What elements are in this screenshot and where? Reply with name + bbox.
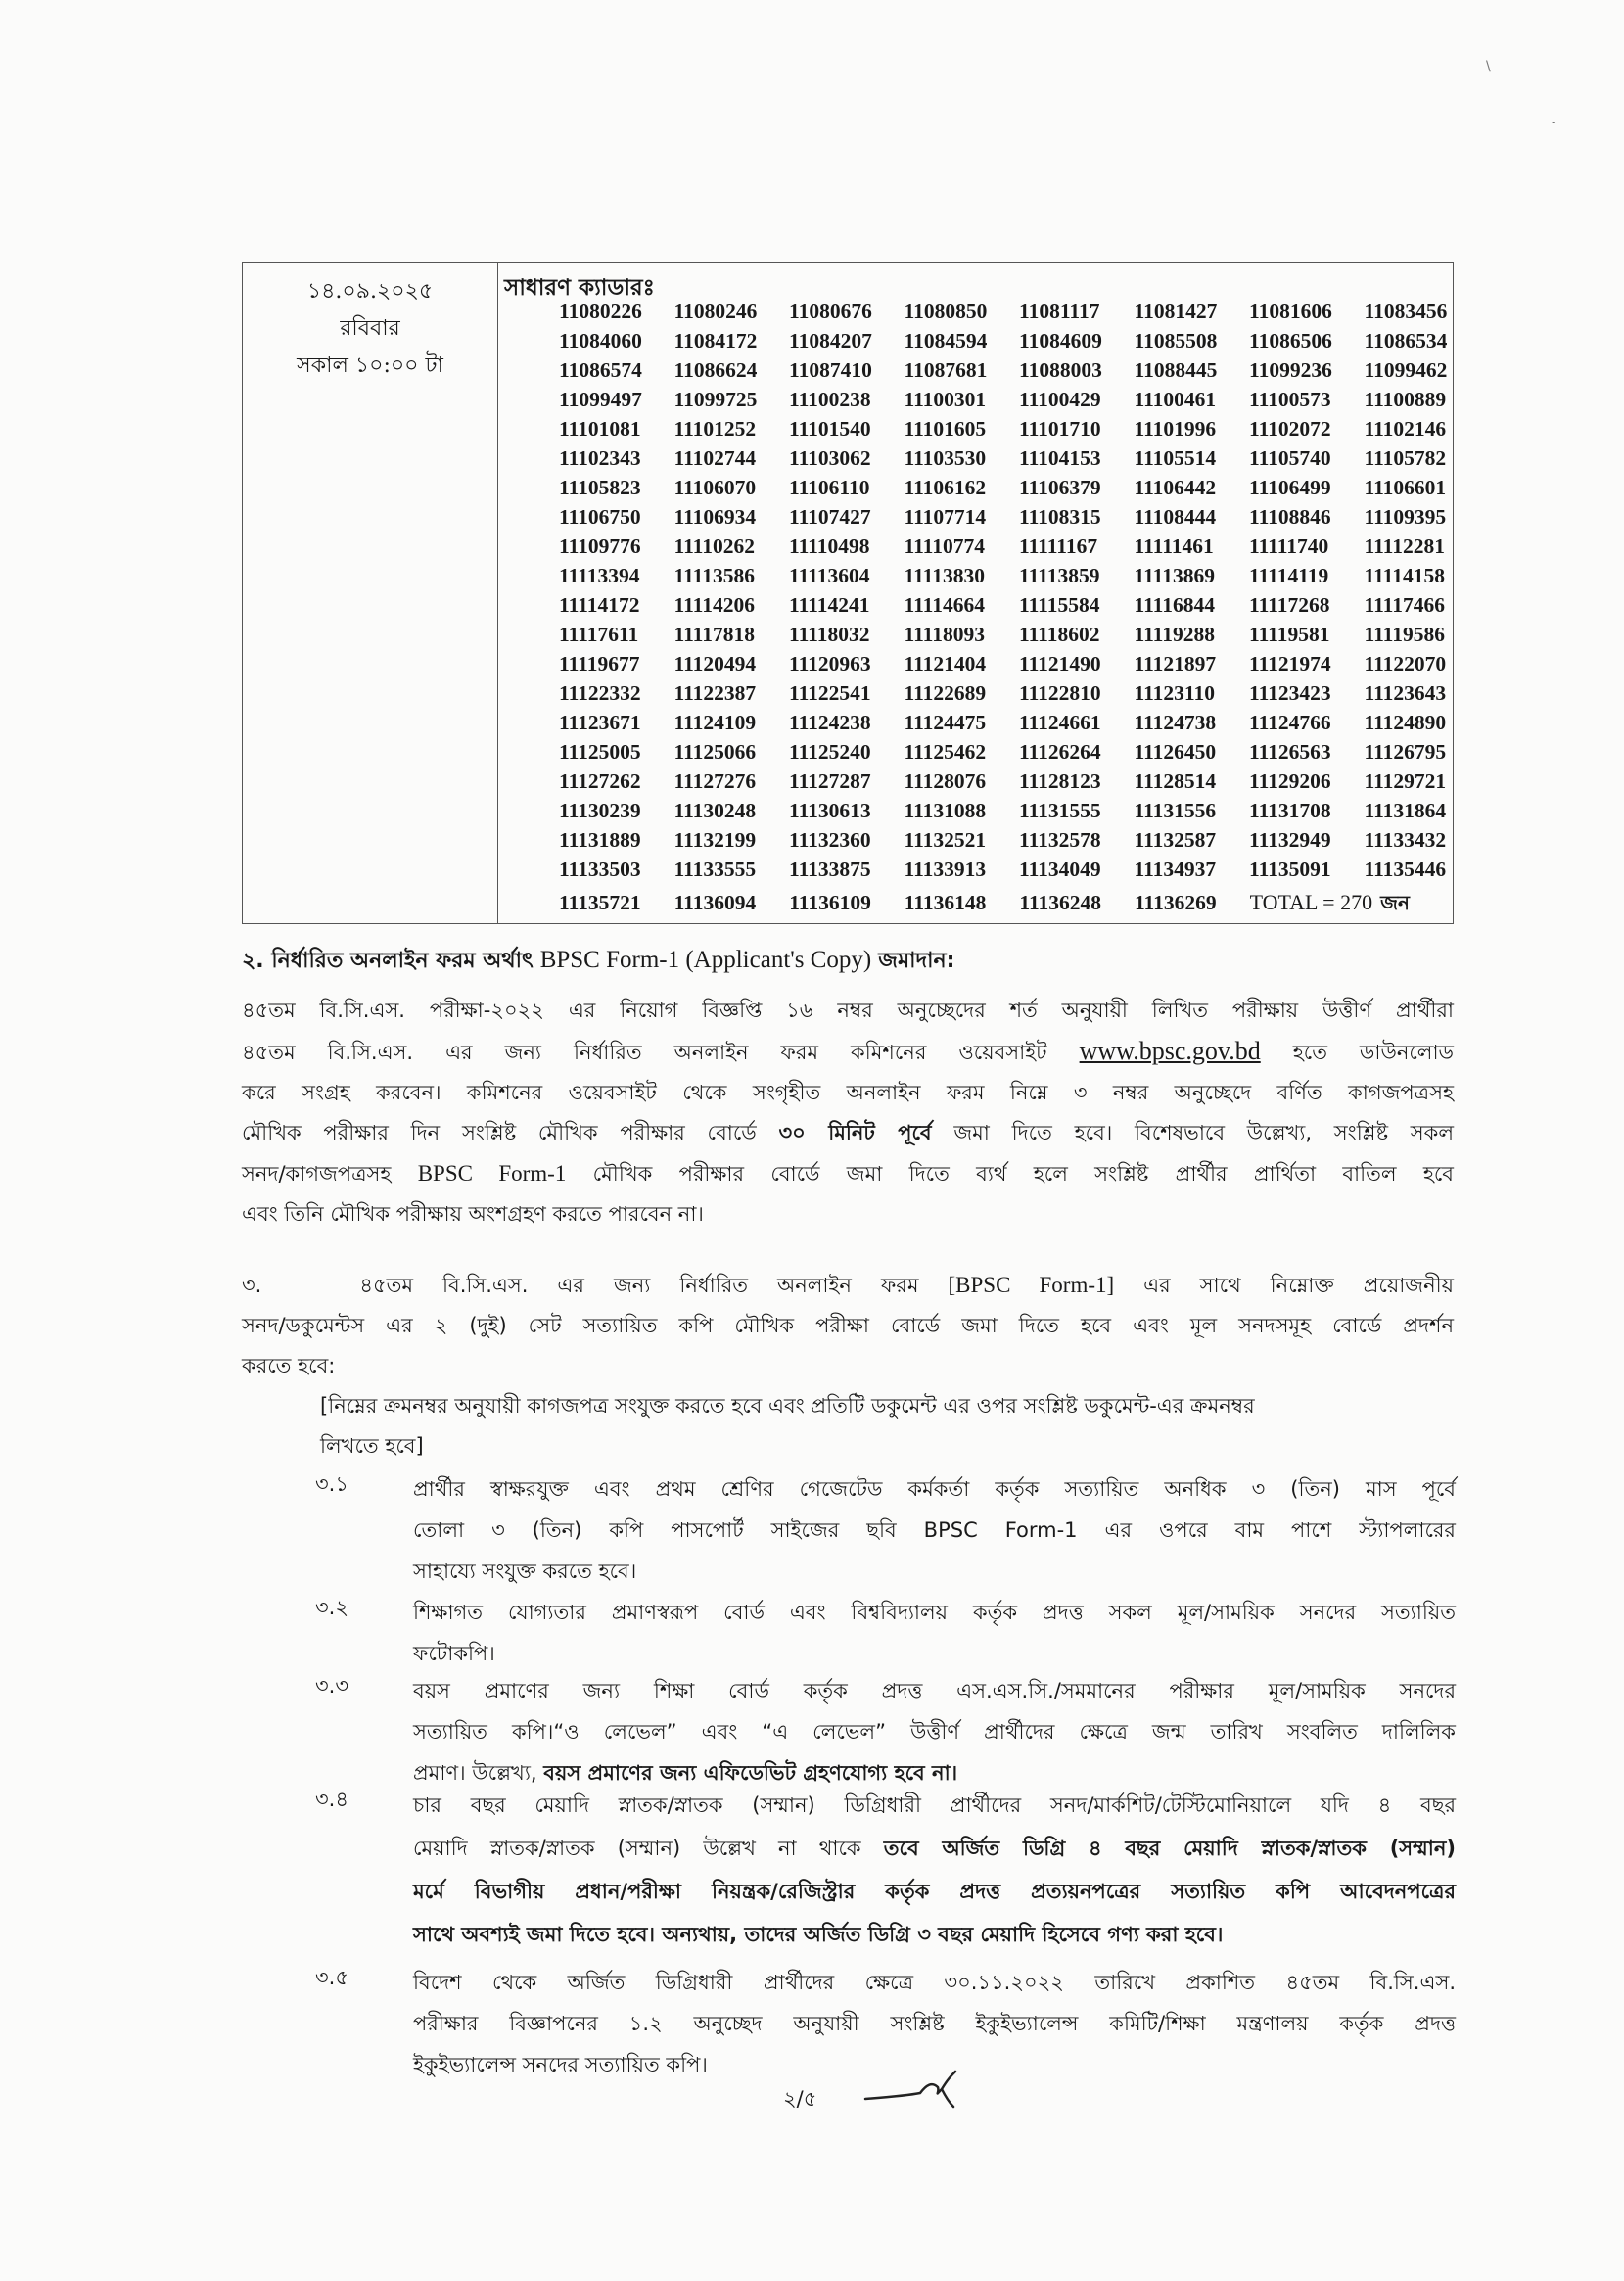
roll-number: 11086506 [1249, 329, 1332, 352]
roll-row [559, 297, 1479, 326]
roll-number: 11086624 [673, 358, 758, 382]
roll-number: 11084609 [1019, 329, 1102, 352]
roll-number: 11108315 [1019, 505, 1101, 529]
roll-number: 11086574 [559, 358, 642, 382]
roll-row [559, 649, 1479, 678]
roll-number: 11122810 [1019, 681, 1101, 705]
roll-row [559, 708, 1479, 737]
roll-number: 11100889 [1364, 388, 1447, 411]
roll-row [559, 678, 1479, 708]
roll-number: 11113604 [789, 564, 870, 587]
roll-number: 11084207 [789, 329, 872, 352]
section3-text: এর সাথে নিম্নোক্ত প্রয়োজনীয় [1143, 1274, 1455, 1297]
roll-number: 11111740 [1249, 535, 1329, 558]
roll-number: 11122689 [904, 681, 987, 705]
roll-number: 11128076 [904, 769, 987, 793]
item-text [413, 1670, 1456, 1793]
roll-number: 11121974 [1249, 652, 1331, 675]
item-number: ৩.২ [315, 1596, 348, 1619]
roll-number: 11117818 [673, 623, 755, 646]
roll-number: 11124475 [904, 711, 987, 734]
roll-number: 11109776 [559, 535, 641, 558]
roll-number: 11132521 [904, 828, 987, 852]
roll-number: 11132587 [1134, 828, 1217, 852]
roll-number: 11133555 [673, 858, 757, 881]
total-count [1250, 888, 1410, 917]
section3-note-line: [নিম্নের ক্রমনম্বর অনুযায়ী কাগজপত্র সংযুক্ত করতে হবে এবং প্রতিটি ডকুমেন্ট এর ওপর সংশ্লিষ্ট ডকুমেন্ট-এর ক্রমনম্বর [320, 1394, 1255, 1418]
roll-number: 11122541 [789, 681, 871, 705]
section2-heading-prefix: ২. নির্ধারিত অনলাইন ফরম অর্থাৎ [242, 949, 534, 973]
section2-heading-form: BPSC Form-1 (Applicant's Copy) [539, 947, 872, 973]
roll-row [559, 620, 1479, 649]
roll-number: 11136094 [673, 891, 757, 914]
roll-number: 11123423 [1249, 681, 1331, 705]
roll-number: 11124766 [1249, 711, 1331, 734]
roll-number: 11124890 [1364, 711, 1447, 734]
scan-speck: \ [1486, 59, 1491, 74]
roll-number: 11101605 [904, 417, 987, 441]
section3-text: ৪৫তম বি.সি.এস. এর জন্য নির্ধারিত অনলাইন ফরম [359, 1274, 919, 1297]
roll-number: 11123110 [1134, 681, 1215, 705]
section2-line [242, 1113, 1454, 1153]
roll-number: 11127276 [673, 769, 757, 793]
item-line: বয়স প্রমাণের জন্য শিক্ষা বোর্ড কর্তৃক প্রদত্ত এস.এস.সি./সমমানের পরীক্ষার মূল/সাময়িক সনদের [413, 1679, 1456, 1702]
roll-number: 11120494 [673, 652, 757, 675]
roll-number-table [242, 262, 1454, 924]
section2-text: মৌখিক পরীক্ষার দিন সংশ্লিষ্ট মৌখিক পরীক্ষার বোর্ডে [242, 1121, 757, 1144]
roll-row [559, 737, 1479, 767]
roll-number: 11113859 [1019, 564, 1100, 587]
roll-number: 11105823 [559, 476, 641, 499]
roll-number: 11087681 [904, 358, 988, 382]
roll-number: 11100461 [1134, 388, 1217, 411]
roll-number: 11080676 [789, 300, 872, 323]
roll-number: 11131088 [904, 799, 987, 822]
section2-line: করে সংগ্রহ করবেন। কমিশনের ওয়েবসাইট থেকে সংগৃহীত অনলাইন ফরম নিম্নে ৩ নম্বর অনুচ্ছেদে বর্ণিত কাগজপত্রসহ [242, 1081, 1454, 1104]
roll-number: 11128123 [1019, 769, 1101, 793]
roll-number: 11081117 [1019, 300, 1100, 323]
item-line: বিদেশ থেকে অর্জিত ডিগ্রিধারী প্রার্থীদের ক্ষেত্রে ৩০.১১.২০২২ তারিখে প্রকাশিত ৪৫তম বি.সি.এস. [413, 1971, 1456, 1994]
roll-number: 11084594 [904, 329, 988, 352]
exam-date: ১৪.০৯.২০২৫ [306, 279, 434, 303]
section2-line: ৪৫তম বি.সি.এস. পরীক্ষা-২০২২ এর নিয়োগ বিজ্ঞপ্তি ১৬ নম্বর অনুচ্ছেদের শর্ত অনুযায়ী লিখিত পরীক্ষায় উত্তীর্ণ প্রার্থীরা [242, 999, 1454, 1022]
roll-row [559, 326, 1479, 355]
item-line: সাহায্যে সংযুক্ত করতে হবে। [413, 1559, 637, 1583]
roll-number: 11126795 [1364, 740, 1447, 764]
roll-number: 11110498 [789, 535, 870, 558]
roll-number: 11114119 [1249, 564, 1329, 587]
roll-number: 11136248 [1019, 891, 1102, 914]
item-line: শিক্ষাগত যোগ্যতার প্রমাণস্বরূপ বোর্ড এবং বিশ্ববিদ্যালয় কর্তৃক প্রদত্ত সকল মূল/সাময়িক সনদের সত্যায়িত [413, 1601, 1456, 1624]
roll-row [559, 590, 1479, 620]
roll-number: 11131864 [1364, 799, 1447, 822]
roll-number: 11117466 [1364, 593, 1445, 617]
section2-deadline: ৩০ মিনিট পূর্বে [778, 1121, 932, 1144]
roll-number: 11136269 [1134, 891, 1217, 914]
roll-number: 11119586 [1364, 623, 1445, 646]
exam-date-cell [243, 263, 498, 923]
section3-line: সনদ/ডকুমেন্টস এর ২ (দুই) সেট সত্যায়িত কপি মৌখিক পরীক্ষা বোর্ডে জমা দিতে হবে এবং মূল সনদসমূহ বোর্ডে প্রদর্শন [242, 1314, 1454, 1337]
roll-row [559, 385, 1479, 414]
roll-number: 11108444 [1134, 505, 1217, 529]
item-number: ৩.৩ [315, 1674, 348, 1698]
item-text [413, 1592, 1456, 1674]
roll-number: 11106499 [1249, 476, 1331, 499]
roll-number: 11133503 [559, 858, 641, 881]
roll-number: 11110774 [904, 535, 985, 558]
roll-row [559, 796, 1479, 825]
roll-number: 11125462 [904, 740, 987, 764]
roll-number: 11100573 [1249, 388, 1331, 411]
roll-number: 11108846 [1249, 505, 1331, 529]
item-line: চার বছর মেয়াদি স্নাতক/স্নাতক (সম্মান) ডিগ্রিধারী প্রার্থীদের সনদ/মার্কশিট/টেস্টিমোনিয়ালে যদি ৪ বছর [413, 1793, 1456, 1817]
roll-row [559, 502, 1479, 532]
roll-number: 11130239 [559, 799, 641, 822]
roll-number: 11102072 [1249, 417, 1331, 441]
roll-number: 11122070 [1364, 652, 1447, 675]
roll-number: 11132949 [1249, 828, 1331, 852]
roll-number: 11088003 [1019, 358, 1102, 382]
page-number: ২/৫ [783, 2087, 817, 2111]
roll-number: 11128514 [1134, 769, 1217, 793]
roll-list-cell [498, 263, 1453, 923]
roll-number: 11099497 [559, 388, 642, 411]
roll-number: 11136148 [904, 891, 987, 914]
roll-number: 11117268 [1249, 593, 1330, 617]
roll-row [559, 443, 1479, 473]
roll-number: 11081427 [1134, 300, 1218, 323]
roll-number: 11118602 [1019, 623, 1100, 646]
roll-number: 11102343 [559, 446, 641, 470]
roll-number: 11088445 [1134, 358, 1218, 382]
roll-number: 11131708 [1249, 799, 1331, 822]
roll-number: 11100238 [789, 388, 871, 411]
section3-line: করতে হবে: [242, 1354, 336, 1377]
roll-number: 11102744 [673, 446, 757, 470]
roll-number: 11080850 [904, 300, 988, 323]
item-number: ৩.৫ [315, 1966, 348, 1989]
roll-row [559, 355, 1479, 385]
roll-number: 11126450 [1134, 740, 1217, 764]
section3-form-name: [BPSC Form-1] [948, 1273, 1115, 1297]
roll-number: 11080246 [673, 300, 758, 323]
roll-number: 11119288 [1134, 623, 1215, 646]
roll-number: 11122332 [559, 681, 641, 705]
roll-number: 11133875 [789, 858, 871, 881]
roll-number: 11126563 [1249, 740, 1331, 764]
roll-rows [559, 297, 1479, 917]
exam-time: সকাল ১০:০০ টা [297, 353, 443, 378]
section2-text: মৌখিক পরীক্ষার বোর্ডে জমা দিতে ব্যর্থ হলে সংশ্লিষ্ট প্রার্থীর প্রার্থিতা বাতিল হবে [592, 1162, 1454, 1186]
total-unit: জন [1380, 891, 1410, 914]
section3-number: ৩. [242, 1274, 262, 1297]
roll-row [559, 855, 1479, 884]
roll-row [559, 532, 1479, 561]
roll-number: 11124238 [789, 711, 871, 734]
section2-line [242, 1153, 1454, 1194]
roll-number: 11131889 [559, 828, 641, 852]
roll-number: 11115584 [1019, 593, 1100, 617]
roll-number: 11100429 [1019, 388, 1101, 411]
exam-day: রবিবার [340, 316, 400, 341]
roll-number: 11131555 [1019, 799, 1101, 822]
roll-number: 11103530 [904, 446, 987, 470]
roll-number: 11132360 [789, 828, 871, 852]
roll-number: 11127262 [559, 769, 641, 793]
item-line: মর্মে বিভাগীয় প্রধান/পরীক্ষা নিয়ন্ত্রক/রেজিস্ট্রার কর্তৃক প্রদত্ত প্রত্যয়নপত্রের সত্যায়িত কপি আবেদনপত্রের [413, 1880, 1456, 1903]
roll-number: 11099236 [1249, 358, 1332, 382]
roll-number: 11136109 [789, 891, 871, 914]
item-line: ফটোকপি। [413, 1642, 495, 1665]
roll-number: 11106379 [1019, 476, 1101, 499]
roll-number: 11125066 [673, 740, 757, 764]
roll-number: 11109395 [1364, 505, 1447, 529]
total-label: TOTAL = 270 [1249, 890, 1373, 914]
roll-number: 11105740 [1249, 446, 1331, 470]
roll-number: 11121404 [904, 652, 987, 675]
roll-number: 11129721 [1364, 769, 1447, 793]
item-line: পরীক্ষার বিজ্ঞাপনের ১.২ অনুচ্ছেদ অনুযায়ী সংশ্লিষ্ট ইকুইভ্যালেন্স কমিটি/শিক্ষা মন্ত্রণালয় কর্তৃক প্রদত্ত [413, 2012, 1456, 2035]
roll-number: 11114241 [789, 593, 870, 617]
roll-number: 11107714 [904, 505, 987, 529]
section3-line [242, 1265, 1454, 1306]
scan-speck: - [1552, 116, 1556, 129]
affidavit-note: বয়স প্রমাণের জন্য এফিডেভিট গ্রহণযোগ্য হবে না। [543, 1761, 958, 1785]
roll-number: 11119581 [1249, 623, 1330, 646]
cadre-title: সাধারণ ক্যাডারঃ [504, 275, 655, 301]
roll-number: 11111167 [1019, 535, 1098, 558]
roll-number: 11113869 [1134, 564, 1215, 587]
roll-number: 11081606 [1249, 300, 1332, 323]
section3-body [242, 1265, 1454, 1386]
roll-number: 11135091 [1249, 858, 1331, 881]
roll-number: 11135446 [1364, 858, 1447, 881]
roll-number: 11120963 [789, 652, 871, 675]
roll-number: 11099725 [673, 388, 758, 411]
section2-heading-suffix: জমাদান: [878, 949, 955, 973]
section2-form-name: BPSC Form-1 [417, 1161, 567, 1186]
roll-number: 11114158 [1364, 564, 1445, 587]
roll-number: 11134049 [1019, 858, 1101, 881]
roll-number: 11125240 [789, 740, 871, 764]
section2-text: সনদ/কাগজপত্রসহ [242, 1162, 392, 1186]
roll-number: 11117611 [559, 623, 639, 646]
roll-number: 11101081 [559, 417, 641, 441]
bpsc-website-link[interactable]: www.bpsc.gov.bd [1079, 1037, 1261, 1065]
roll-number: 11101710 [1019, 417, 1101, 441]
roll-number: 11083456 [1364, 300, 1448, 323]
roll-number: 11086534 [1364, 329, 1448, 352]
signature-icon [861, 2068, 969, 2117]
roll-number: 11124738 [1134, 711, 1217, 734]
roll-number: 11123671 [559, 711, 641, 734]
section2-line: এবং তিনি মৌখিক পরীক্ষায় অংশগ্রহণ করতে পারবেন না। [242, 1202, 704, 1226]
roll-number: 11126264 [1019, 740, 1101, 764]
item-line: সাথে অবশ্যই জমা দিতে হবে। অন্যথায়, তাদের অর্জিত ডিগ্রি ৩ বছর মেয়াদি হিসেবে গণ্য করা হবে। [413, 1923, 1224, 1946]
roll-number: 11130248 [673, 799, 757, 822]
roll-row [559, 561, 1479, 590]
roll-number: 11087410 [789, 358, 872, 382]
section2-body [242, 991, 1454, 1234]
roll-row [559, 767, 1479, 796]
roll-number: 11084172 [673, 329, 758, 352]
roll-number: 11121897 [1134, 652, 1217, 675]
roll-number: 11130613 [789, 799, 871, 822]
roll-number: 11131556 [1134, 799, 1217, 822]
roll-number: 11106442 [1134, 476, 1217, 499]
item-text [413, 1468, 1456, 1592]
item-number: ৩.৪ [315, 1788, 348, 1811]
roll-row [559, 888, 1479, 917]
roll-number: 11103062 [789, 446, 871, 470]
roll-number: 11122387 [673, 681, 757, 705]
roll-number: 11133913 [904, 858, 987, 881]
roll-number: 11119677 [559, 652, 640, 675]
roll-number: 11114172 [559, 593, 640, 617]
item-line: তোলা ৩ (তিন) কপি পাসপোর্ট সাইজের ছবি BPSC Form-1 এর ওপরে বাম পাশে স্ট্যাপলারের [413, 1518, 1456, 1542]
item-text-part: মেয়াদি স্নাতক/স্নাতক (সম্মান) উল্লেখ না থাকে [413, 1837, 861, 1860]
item-line: সত্যায়িত কপি।“ও লেভেল” এবং “এ লেভেল” উত্তীর্ণ প্রার্থীদের ক্ষেত্রে জন্ম তারিখ সংবলিত দালিলিক [413, 1720, 1456, 1744]
roll-number: 11129206 [1249, 769, 1331, 793]
item-line [413, 1827, 1456, 1870]
roll-row [559, 473, 1479, 502]
roll-number: 11106934 [673, 505, 757, 529]
roll-number: 11133432 [1364, 828, 1447, 852]
item-text-bold: তবে অর্জিত ডিগ্রি ৪ বছর মেয়াদি স্নাতক/স্নাতক (সম্মান) [883, 1837, 1456, 1860]
roll-number: 11085508 [1134, 329, 1218, 352]
roll-number: 11100301 [904, 388, 987, 411]
roll-number: 11105514 [1134, 446, 1217, 470]
roll-number: 11124109 [673, 711, 757, 734]
item-number: ৩.১ [315, 1472, 348, 1496]
section2-heading [242, 944, 1454, 980]
roll-number: 11116844 [1134, 593, 1215, 617]
roll-number: 11113394 [559, 564, 640, 587]
roll-number: 11123643 [1364, 681, 1447, 705]
section2-text: হতে ডাউনলোড [1292, 1041, 1454, 1064]
roll-number: 11101996 [1134, 417, 1217, 441]
roll-number: 11099462 [1364, 358, 1448, 382]
roll-number: 11113586 [673, 564, 755, 587]
roll-number: 11132578 [1019, 828, 1101, 852]
item-line: প্রার্থীর স্বাক্ষরযুক্ত এবং প্রথম শ্রেণির গেজেটেড কর্মকর্তা কর্তৃক সত্যায়িত অনধিক ৩ (তিন) মাস পূর্বে [413, 1477, 1456, 1501]
roll-number: 11111461 [1134, 535, 1214, 558]
roll-number: 11104153 [1019, 446, 1101, 470]
roll-number: 11084060 [559, 329, 642, 352]
section3-note-line: লিখতে হবে] [320, 1434, 424, 1458]
item-line: ইকুইভ্যালেন্স সনদের সত্যায়িত কপি। [413, 2053, 708, 2076]
roll-number: 11113830 [904, 564, 985, 587]
roll-number: 11114206 [673, 593, 755, 617]
roll-number: 11132199 [673, 828, 757, 852]
roll-number: 11124661 [1019, 711, 1101, 734]
roll-row [559, 825, 1479, 855]
roll-number: 11106601 [1364, 476, 1447, 499]
section2-line [242, 1031, 1454, 1073]
roll-row [559, 414, 1479, 443]
roll-number: 11106070 [673, 476, 757, 499]
roll-number: 11125005 [559, 740, 641, 764]
section2-text: জমা দিতে হবে। বিশেষভাবে উল্লেখ্য, সংশ্লিষ্ট সকল [953, 1121, 1454, 1144]
roll-number: 11134937 [1134, 858, 1217, 881]
roll-number: 11101252 [673, 417, 757, 441]
roll-number: 11118093 [904, 623, 985, 646]
roll-number: 11106110 [789, 476, 870, 499]
roll-number: 11135721 [559, 891, 641, 914]
roll-number: 11102146 [1364, 417, 1447, 441]
roll-number: 11107427 [789, 505, 871, 529]
roll-number: 11110262 [673, 535, 755, 558]
roll-number: 11106750 [559, 505, 641, 529]
item-text [413, 1784, 1456, 1956]
roll-number: 11080226 [559, 300, 642, 323]
item-text-part: প্রমাণ। উল্লেখ্য, [413, 1761, 537, 1785]
roll-number: 11106162 [904, 476, 987, 499]
roll-number: 11121490 [1019, 652, 1101, 675]
roll-number: 11114664 [904, 593, 985, 617]
section2-text: ৪৫তম বি.সি.এস. এর জন্য নির্ধারিত অনলাইন ফরম কমিশনের ওয়েবসাইট [242, 1041, 1047, 1064]
roll-number: 11101540 [789, 417, 871, 441]
roll-number: 11118032 [789, 623, 870, 646]
roll-number: 11105782 [1364, 446, 1447, 470]
roll-number: 11112281 [1364, 535, 1445, 558]
roll-number: 11127287 [789, 769, 871, 793]
section3-note [320, 1386, 1456, 1466]
